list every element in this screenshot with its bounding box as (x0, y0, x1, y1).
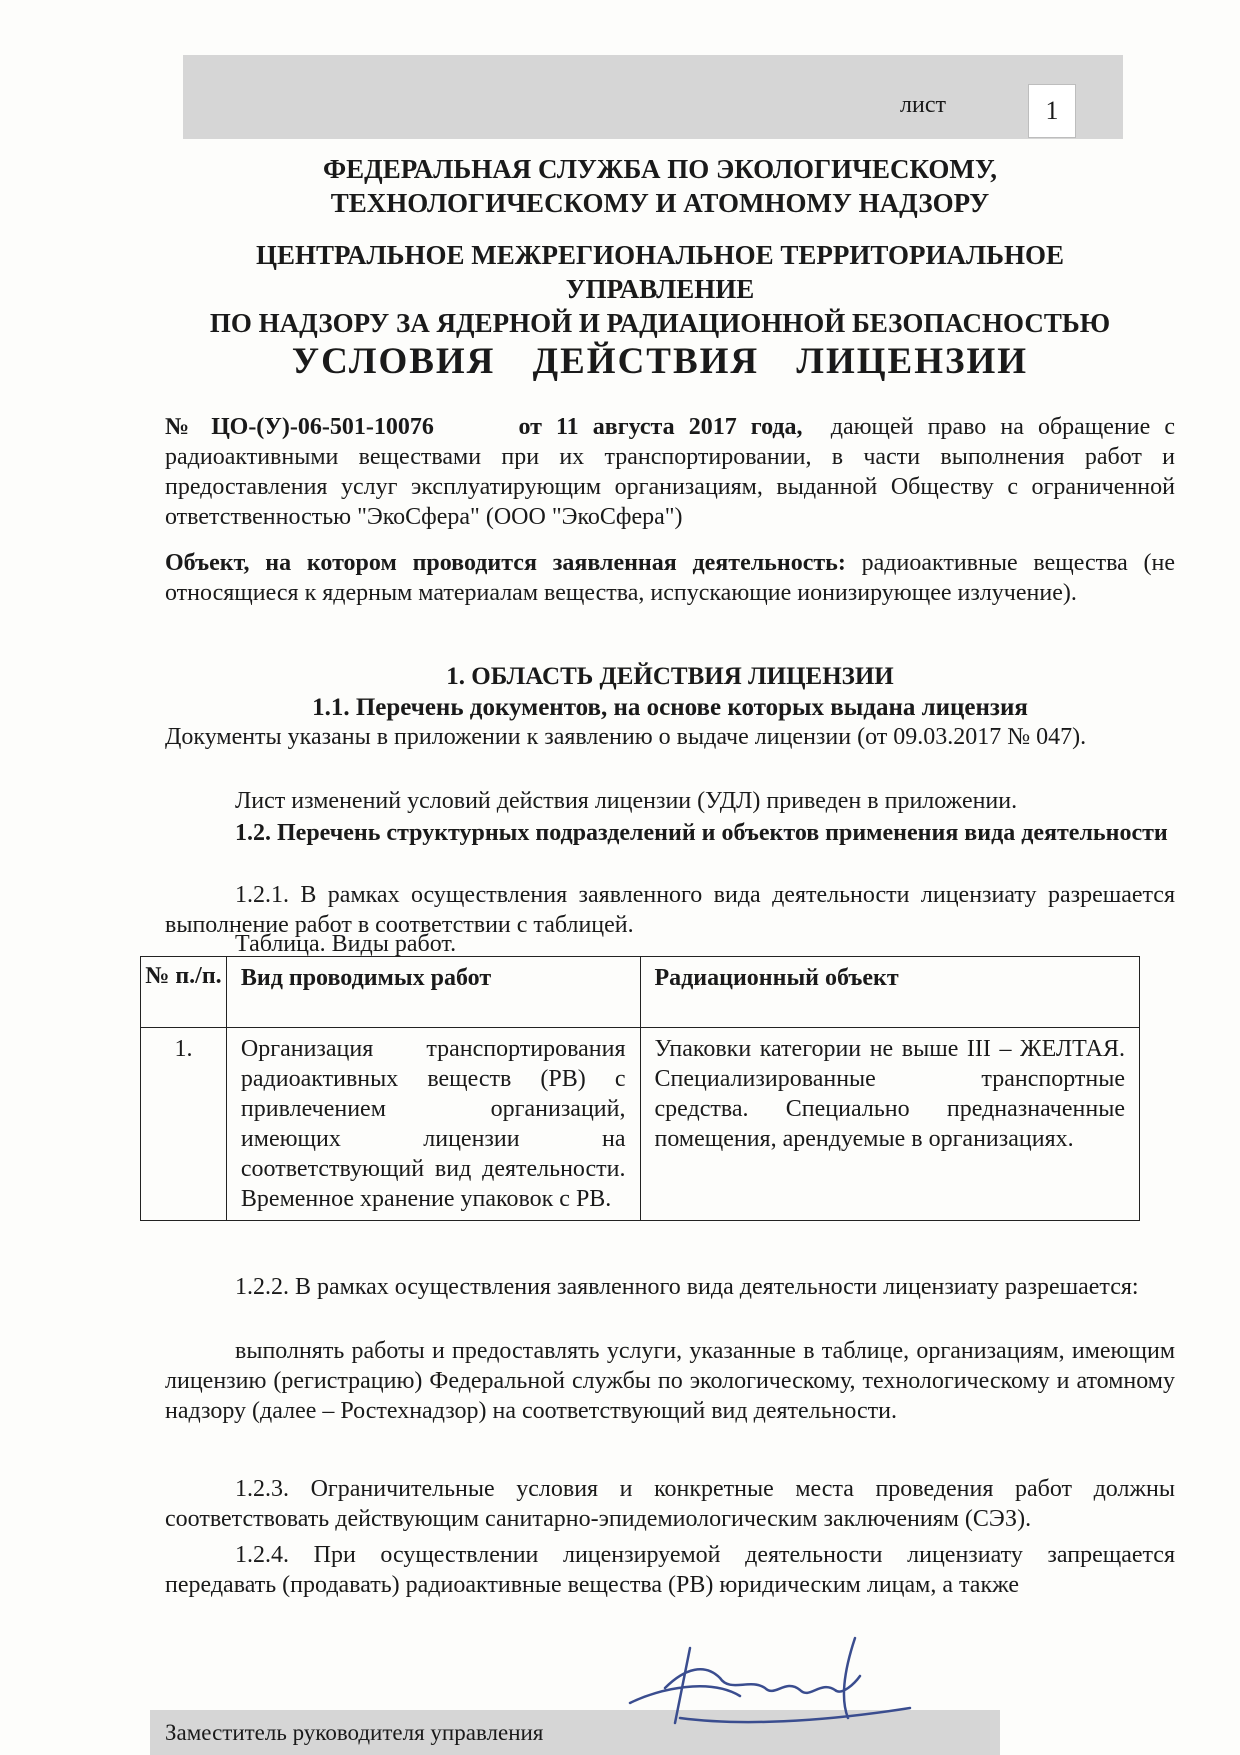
header-radiation-object: Радиационный объект (640, 957, 1140, 1028)
cell-work-type: Организация транспортирования радиоактивных веществ (РВ) с привлечением организаций, имеющих лицензии на соответствующий вид деятельности. Временное хранение упаковок с РВ. (226, 1028, 640, 1221)
object-text: радиоактивные вещества (не относящиеся к ядерным материалам вещества, испускающие ионизирующее излучение). (165, 550, 1176, 606)
signer-title: Заместитель руководителя управления (165, 1720, 544, 1745)
license-paragraph (165, 412, 1175, 532)
cell-number: 1. (141, 1028, 227, 1221)
section-1-title: 1. ОБЛАСТЬ ДЕЙСТВИЯ ЛИЦЕНЗИИ (446, 663, 894, 690)
table-header-row (141, 957, 1140, 1028)
document-title: УСЛОВИЯ ДЕЙСТВИЯ ЛИЦЕНЗИИ (291, 341, 1029, 382)
section-1-1-title: 1.1. Перечень документов, на основе которых выдана лицензия (312, 694, 1028, 721)
sheet-number: 1 (1028, 84, 1076, 138)
object-paragraph (165, 548, 1175, 608)
table-caption: Таблица. Виды работ. (235, 931, 457, 957)
sheet-label: лист (900, 92, 946, 118)
department-heading (160, 238, 1160, 340)
signature-stroke (630, 1638, 910, 1723)
cell-radiation-object: Упаковки категории не выше III – ЖЕЛТАЯ. Специализированные транспортные средства. Специально предназначенные помещения, арендуемые в организациях. (640, 1028, 1140, 1221)
section-1-1-text: Документы указаны в приложении к заявлению о выдаче лицензии (от 09.03.2017 № 047). (165, 724, 1087, 750)
department-heading-line1: ЦЕНТРАЛЬНОЕ МЕЖРЕГИОНАЛЬНОЕ ТЕРРИТОРИАЛЬНОЕ УПРАВЛЕНИЕ (255, 240, 1065, 304)
service-heading (160, 152, 1160, 220)
section-1-1-changes: Лист изменений условий действия лицензии (УДЛ) приведен в приложении. (235, 788, 1018, 814)
table-row (141, 1028, 1140, 1221)
section-1-2-title: 1.2. Перечень структурных подразделений и объектов применения вида деятельности (235, 820, 1168, 846)
signature-image (620, 1618, 940, 1738)
header-number: № п./п. (141, 957, 227, 1028)
license-text: дающей право на обращение с радиоактивными веществами при их транспортировании, в части выполнения работ и предоставления услуг эксплуатирующим организациям, выданной Обществу с ограниченной ответственностью "ЭкоСфера" (ООО "ЭкоСфера") (165, 414, 1176, 530)
object-label: Объект, на котором проводится заявленная деятельность: (165, 550, 846, 576)
works-table (140, 956, 1140, 1221)
paragraph-1-2-3: 1.2.3. Ограничительные условия и конкретные места проведения работ должны соответствовать действующим санитарно-эпидемиологическим заключениям (СЭЗ). (165, 1476, 1175, 1532)
paragraph-1-2-4: 1.2.4. При осуществлении лицензируемой деятельности лицензиату запрещается передавать (продавать) радиоактивные вещества (РВ) юридическим лицам, а также (165, 1542, 1175, 1598)
header-band (183, 55, 1123, 139)
license-number: № ЦО-(У)-06-501-10076 (165, 414, 434, 440)
header-work-type: Вид проводимых работ (226, 957, 640, 1028)
service-heading-line1: ФЕДЕРАЛЬНАЯ СЛУЖБА ПО ЭКОЛОГИЧЕСКОМУ, (322, 154, 998, 184)
license-date: от 11 августа 2017 года, (518, 414, 803, 440)
paragraph-1-2-1: 1.2.1. В рамках осуществления заявленного вида деятельности лицензиату разрешается выполнение работ в соответствии с таблицей. (165, 882, 1175, 938)
service-heading-line2: ТЕХНОЛОГИЧЕСКОМУ И АТОМНОМУ НАДЗОРУ (330, 188, 990, 218)
department-heading-line2: ПО НАДЗОРУ ЗА ЯДЕРНОЙ И РАДИАЦИОННОЙ БЕЗОПАСНОСТЬЮ (209, 308, 1111, 338)
paragraph-1-2-2-text: выполнять работы и предоставлять услуги, указанные в таблице, организациям, имеющим лицензию (регистрацию) Федеральной службы по экологическому, технологическому и атомному надзору (далее – Ростехнадзор) на соответствующий вид деятельности. (165, 1338, 1175, 1424)
paragraph-1-2-2: 1.2.2. В рамках осуществления заявленного вида деятельности лицензиату разрешается: (235, 1274, 1139, 1300)
